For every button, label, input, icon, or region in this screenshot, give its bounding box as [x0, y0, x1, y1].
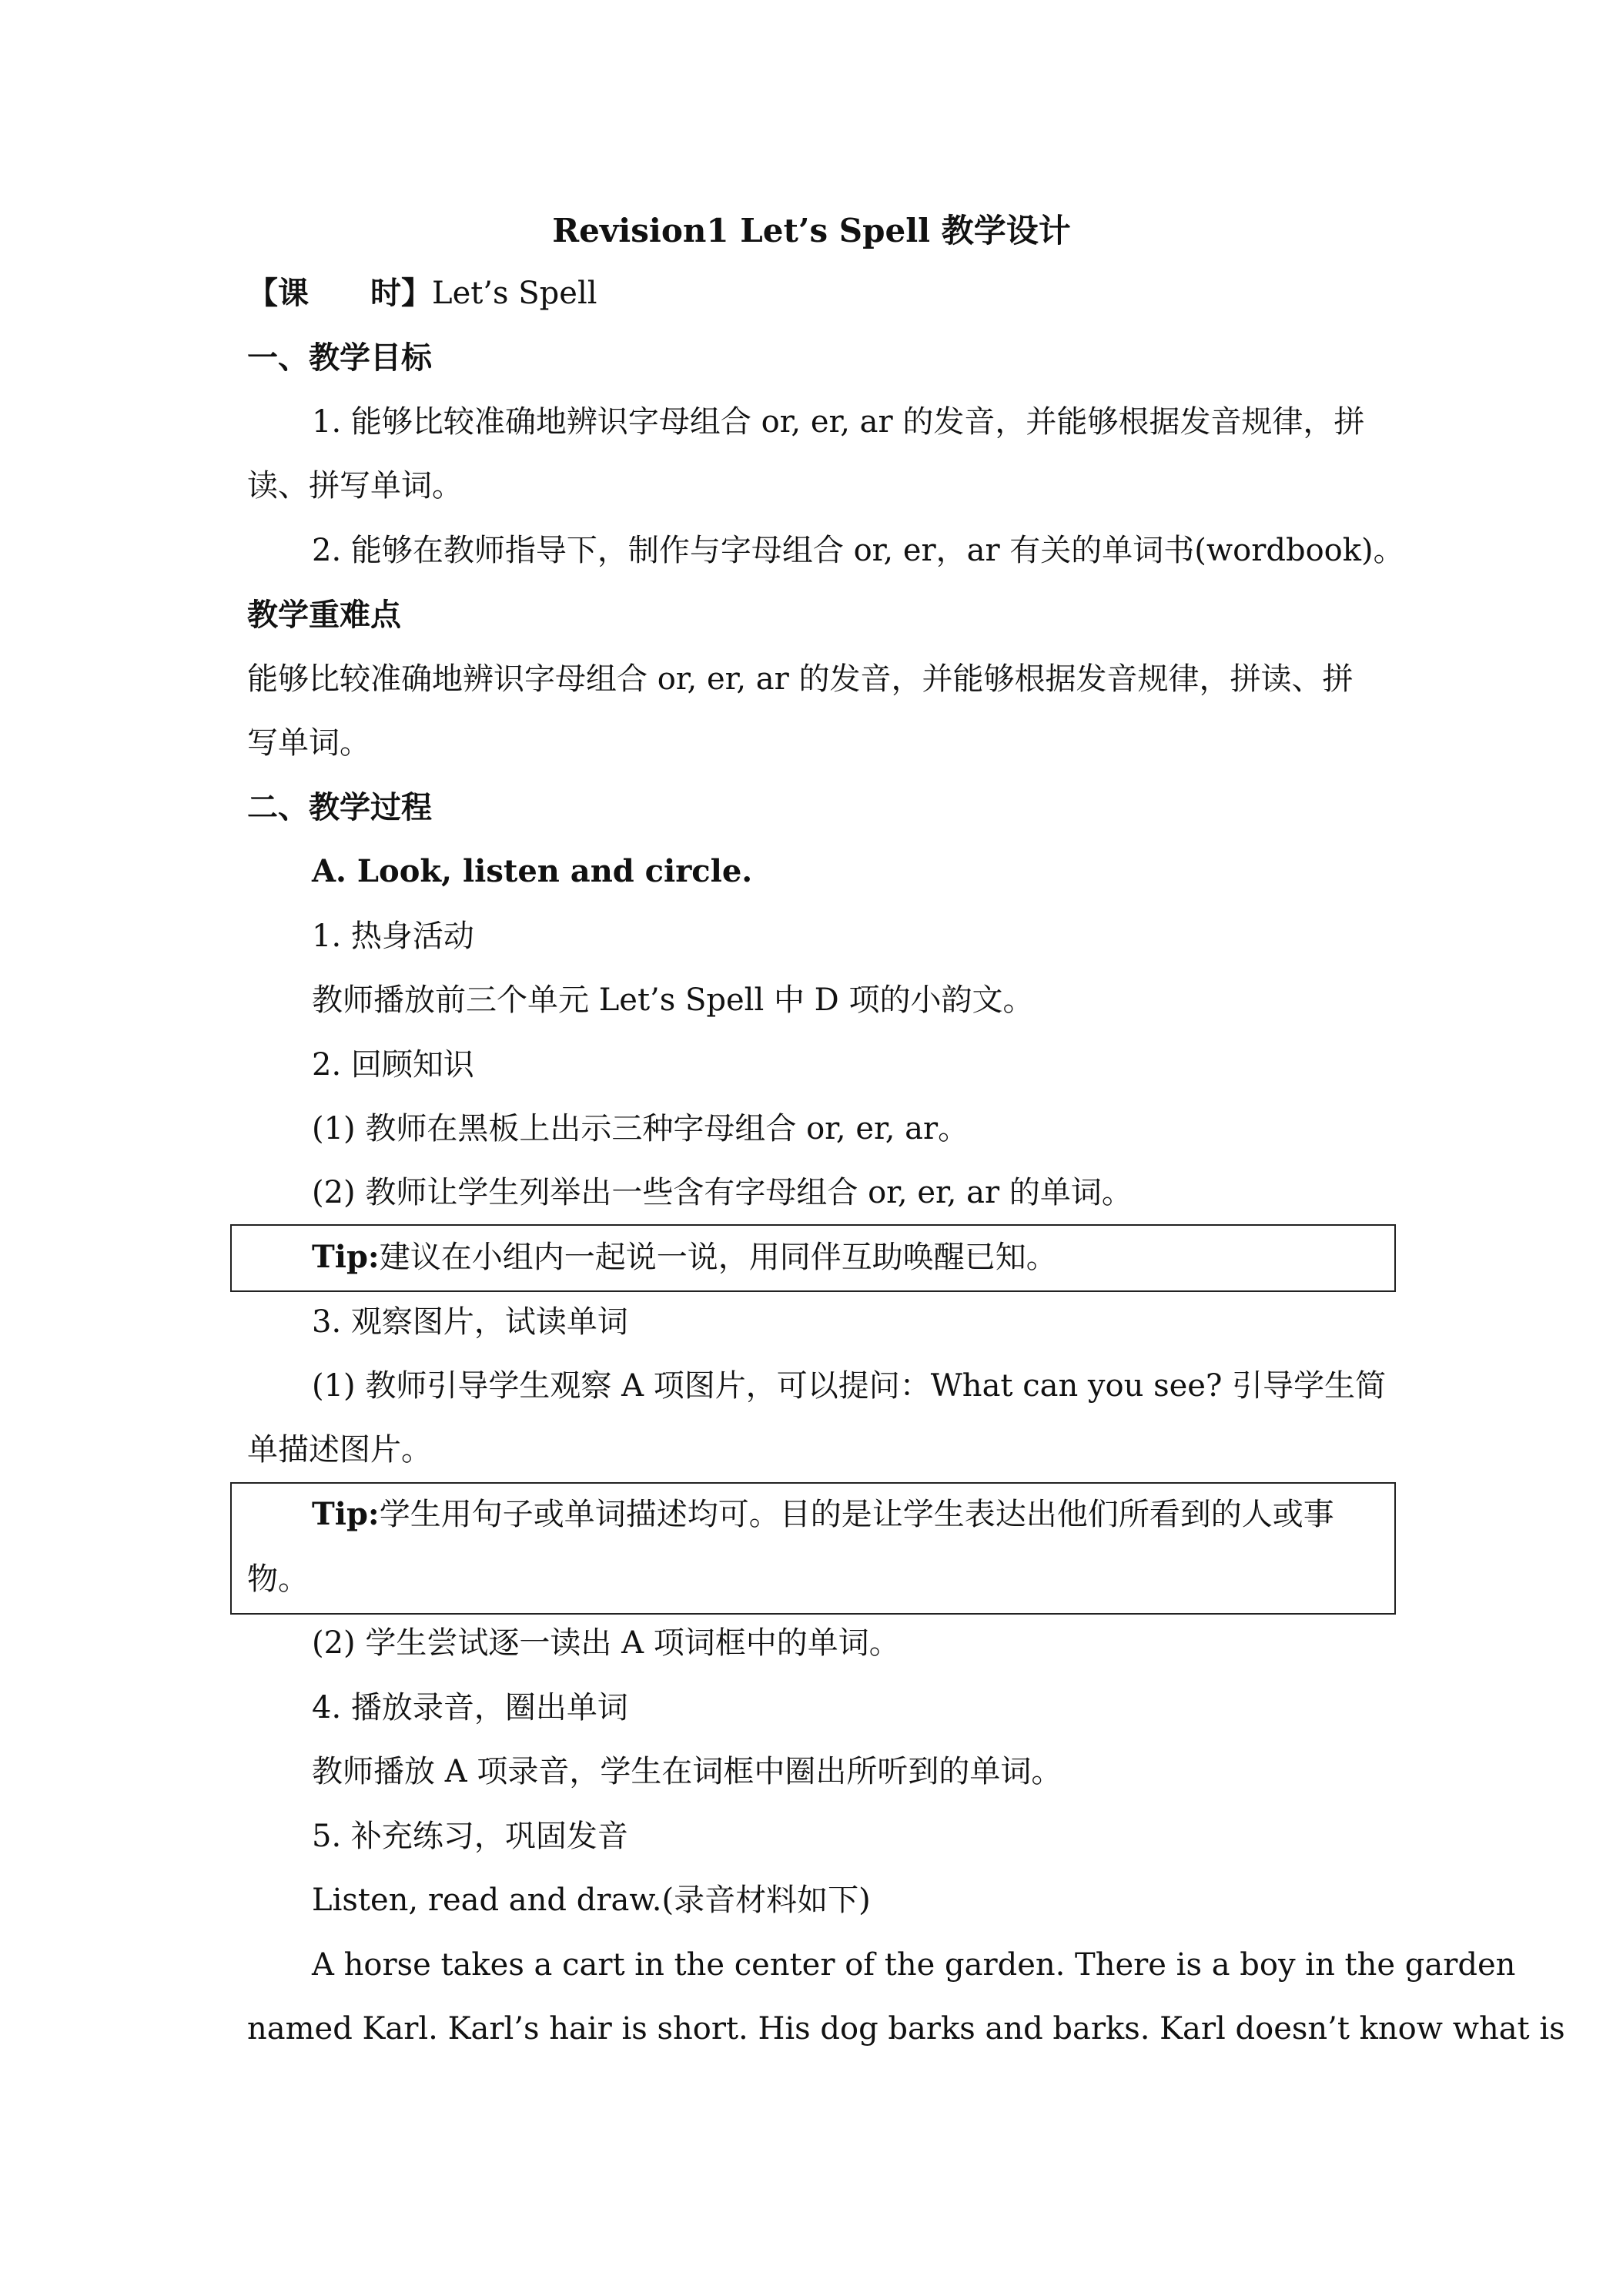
lesson-label: 【课 时】: [247, 275, 432, 311]
step3-item1-line2: 单描述图片。: [247, 1432, 432, 1468]
part-a-heading: A. Look, listen and circle.: [312, 853, 753, 889]
tip2-label: Tip:: [312, 1496, 380, 1532]
goal2: 2. 能够在教师指导下，制作与字母组合 or, er，ar 有关的单词书(wordbook)。: [312, 533, 1404, 568]
step3-item2: (2) 学生尝试逐一读出 A 项词框中的单词。: [312, 1625, 900, 1661]
section2-heading: 二、教学过程: [247, 789, 432, 825]
section1-heading: 一、教学目标: [247, 340, 432, 376]
step5-heading: 5. 补充练习，巩固发音: [312, 1819, 628, 1854]
step3-heading: 3. 观察图片，试读单词: [312, 1304, 628, 1340]
step1-text: 教师播放前三个单元 Let’s Spell 中 D 项的小韵文。: [312, 982, 1034, 1018]
tip1-line: [312, 1238, 1057, 1277]
story-line1: A horse takes a cart in the center of the garden. There is a boy in the garden: [312, 1947, 1516, 1983]
lesson-line: [247, 274, 597, 313]
keypoints-line2: 写单词。: [247, 725, 370, 761]
step2-heading: 2. 回顾知识: [312, 1047, 474, 1083]
step2-item1: (1) 教师在黑板上出示三种字母组合 or, er, ar。: [312, 1111, 969, 1146]
step5-text: Listen, read and draw.(录音材料如下): [312, 1883, 871, 1918]
tip2-text-line1: 学生用句子或单词描述均可。目的是让学生表达出他们所看到的人或事: [379, 1497, 1334, 1532]
story-line2: named Karl. Karl’s hair is short. His dog barks and barks. Karl doesn’t know what is: [247, 2011, 1565, 2047]
step4-heading: 4. 播放录音，圈出单词: [312, 1690, 628, 1725]
tip2-line1: [312, 1495, 1334, 1534]
step1-heading: 1. 热身活动: [312, 919, 474, 954]
tip2-line2: 物。: [247, 1561, 309, 1597]
step4-text: 教师播放 A 项录音，学生在词框中圈出所听到的单词。: [312, 1754, 1062, 1789]
document-title: Revision1 Let’s Spell 教学设计: [552, 212, 1071, 249]
goal1-line2: 读、拼写单词。: [247, 468, 463, 504]
tip1-label: Tip:: [312, 1239, 380, 1275]
lesson-value: Let’s Spell: [432, 276, 597, 311]
step3-item1-line1: (1) 教师引导学生观察 A 项图片，可以提问：What can you see? 引导学生简: [312, 1368, 1387, 1404]
tip1-text: 建议在小组内一起说一说，用同伴互助唤醒已知。: [379, 1240, 1057, 1275]
keypoints-heading: 教学重难点: [247, 597, 401, 633]
step2-item2: (2) 教师让学生列举出一些含有字母组合 or, er, ar 的单词。: [312, 1175, 1133, 1210]
keypoints-line1: 能够比较准确地辨识字母组合 or, er, ar 的发音，并能够根据发音规律，拼读、拼: [247, 661, 1354, 697]
goal1-line1: 1. 能够比较准确地辨识字母组合 or, er, ar 的发音，并能够根据发音规律，拼: [312, 404, 1365, 440]
